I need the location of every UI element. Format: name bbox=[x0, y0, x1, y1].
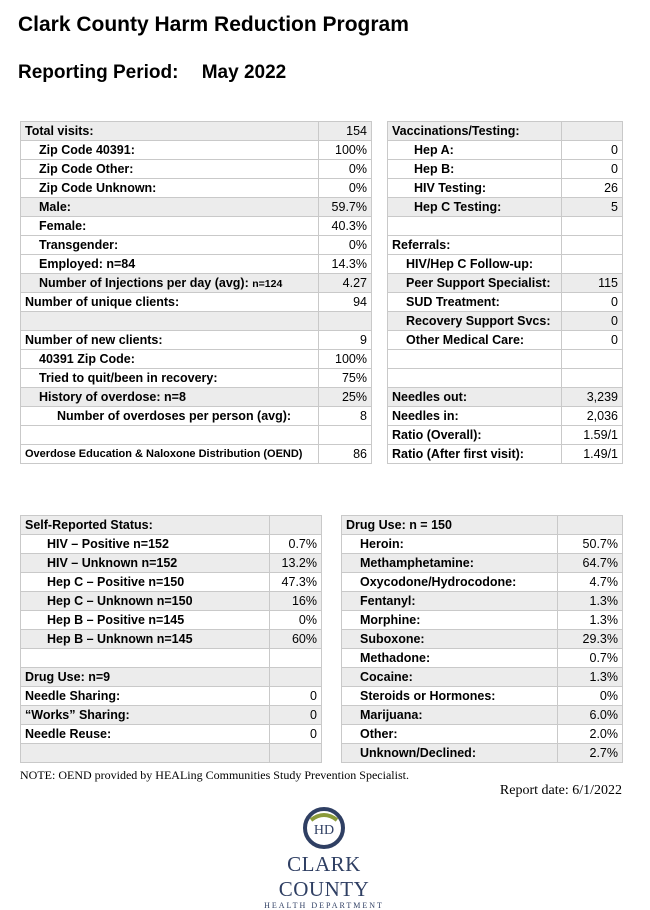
row-value: 8 bbox=[319, 407, 372, 426]
row-value-right: 2.0% bbox=[558, 725, 623, 744]
row-label-text: Hep C – Positive n=150 bbox=[47, 575, 185, 589]
table-row bbox=[21, 687, 623, 706]
row-label-text: Number of unique clients: bbox=[25, 295, 180, 309]
row-value-right: 6.0% bbox=[558, 706, 623, 725]
row-label bbox=[21, 649, 270, 668]
row-value: 59.7% bbox=[319, 198, 372, 217]
column-gap bbox=[372, 350, 388, 369]
row-label bbox=[21, 535, 270, 554]
row-label bbox=[21, 122, 319, 141]
table-row bbox=[21, 198, 623, 217]
column-gap bbox=[322, 725, 342, 744]
row-label bbox=[21, 160, 319, 179]
row-label bbox=[21, 331, 319, 350]
row-value-right bbox=[562, 255, 623, 274]
column-gap bbox=[372, 198, 388, 217]
row-value bbox=[270, 649, 322, 668]
row-value-right: 5 bbox=[562, 198, 623, 217]
row-value bbox=[319, 312, 372, 331]
row-label bbox=[21, 630, 270, 649]
row-label-right: Peer Support Specialist: bbox=[388, 274, 562, 293]
column-gap bbox=[322, 611, 342, 630]
row-label-right: Heroin: bbox=[342, 535, 558, 554]
row-value: 0% bbox=[319, 160, 372, 179]
row-value-right: 1.3% bbox=[558, 668, 623, 687]
row-label bbox=[21, 744, 270, 763]
row-value-right bbox=[562, 236, 623, 255]
row-label bbox=[21, 369, 319, 388]
row-value-right: 1.49/1 bbox=[562, 445, 623, 464]
row-label-text: Hep B – Positive n=145 bbox=[47, 613, 185, 627]
column-gap bbox=[322, 649, 342, 668]
column-gap bbox=[322, 744, 342, 763]
table-row bbox=[21, 331, 623, 350]
row-label-text: Zip Code Unknown: bbox=[39, 181, 157, 195]
row-label-right: SUD Treatment: bbox=[388, 293, 562, 312]
table-row bbox=[21, 649, 623, 668]
row-label-text: History of overdose: n=8 bbox=[39, 390, 186, 404]
row-value bbox=[319, 426, 372, 445]
row-label-sample: n=124 bbox=[252, 278, 283, 290]
row-label bbox=[21, 350, 319, 369]
row-label bbox=[21, 592, 270, 611]
column-gap bbox=[322, 706, 342, 725]
row-label bbox=[21, 198, 319, 217]
row-value: 60% bbox=[270, 630, 322, 649]
table-row bbox=[21, 592, 623, 611]
row-label-text: Hep C – Unknown n=150 bbox=[47, 594, 193, 608]
row-value: 47.3% bbox=[270, 573, 322, 592]
row-value: 100% bbox=[319, 141, 372, 160]
row-label bbox=[21, 516, 270, 535]
table-row bbox=[21, 744, 623, 763]
row-label bbox=[21, 445, 319, 464]
row-value-right: 29.3% bbox=[558, 630, 623, 649]
row-value-right: 0 bbox=[562, 293, 623, 312]
row-label-right bbox=[388, 350, 562, 369]
row-label-text: Number of Injections per day (avg): bbox=[39, 276, 249, 290]
row-value-right bbox=[562, 369, 623, 388]
row-label-text: Drug Use: n=9 bbox=[25, 670, 111, 684]
row-value-right: 1.3% bbox=[558, 592, 623, 611]
table-row bbox=[21, 141, 623, 160]
table-row bbox=[21, 725, 623, 744]
table-row bbox=[21, 668, 623, 687]
row-value bbox=[270, 668, 322, 687]
row-value-right: 0 bbox=[562, 160, 623, 179]
row-value-right: 0 bbox=[562, 141, 623, 160]
period-value: May 2022 bbox=[201, 62, 287, 83]
row-label-right: Ratio (Overall): bbox=[388, 426, 562, 445]
column-gap bbox=[372, 179, 388, 198]
table-row bbox=[21, 426, 623, 445]
row-label bbox=[21, 141, 319, 160]
column-gap bbox=[372, 122, 388, 141]
row-label bbox=[21, 312, 319, 331]
row-label-text: “Works” Sharing: bbox=[25, 708, 130, 722]
row-label-right: Needles out: bbox=[388, 388, 562, 407]
row-value-right: 2,036 bbox=[562, 407, 623, 426]
row-label-text: Zip Code 40391: bbox=[39, 143, 135, 157]
table-row bbox=[21, 706, 623, 725]
row-label-text: Needle Sharing: bbox=[25, 689, 121, 703]
column-gap bbox=[322, 535, 342, 554]
column-gap bbox=[322, 668, 342, 687]
row-label bbox=[21, 388, 319, 407]
row-label-right: Referrals: bbox=[388, 236, 562, 255]
period-label: Reporting Period: bbox=[18, 62, 179, 83]
row-label bbox=[21, 293, 319, 312]
row-label bbox=[21, 573, 270, 592]
row-value-right: 3,239 bbox=[562, 388, 623, 407]
column-gap bbox=[372, 445, 388, 464]
row-value: 9 bbox=[319, 331, 372, 350]
row-label-right: Other: bbox=[342, 725, 558, 744]
row-value: 75% bbox=[319, 369, 372, 388]
row-label bbox=[21, 217, 319, 236]
row-value-right bbox=[562, 122, 623, 141]
row-label-text: Total visits: bbox=[25, 124, 94, 138]
column-gap bbox=[372, 407, 388, 426]
row-label-text: Employed: n=84 bbox=[39, 257, 136, 271]
row-label bbox=[21, 706, 270, 725]
row-value bbox=[270, 516, 322, 535]
row-label bbox=[21, 426, 319, 445]
row-label-right: Fentanyl: bbox=[342, 592, 558, 611]
footnote: NOTE: OEND provided by HEALing Communities Study Prevention Specialist. bbox=[20, 768, 409, 782]
visits-table bbox=[20, 121, 623, 464]
row-value: 0% bbox=[270, 611, 322, 630]
table-row bbox=[21, 160, 623, 179]
row-label-right: Marijuana: bbox=[342, 706, 558, 725]
row-label-right: HIV/Hep C Follow-up: bbox=[388, 255, 562, 274]
column-gap bbox=[372, 141, 388, 160]
row-value: 86 bbox=[319, 445, 372, 464]
logo-name: CLARK COUNTY bbox=[278, 852, 370, 901]
column-gap bbox=[372, 426, 388, 445]
row-label-right: Needles in: bbox=[388, 407, 562, 426]
row-label-text: Female: bbox=[39, 219, 87, 233]
row-label-right bbox=[388, 217, 562, 236]
row-label-right: Other Medical Care: bbox=[388, 331, 562, 350]
row-value-right: 0 bbox=[562, 312, 623, 331]
row-value: 14.3% bbox=[319, 255, 372, 274]
table-row bbox=[21, 516, 623, 535]
column-gap bbox=[322, 554, 342, 573]
row-value-right: 64.7% bbox=[558, 554, 623, 573]
row-label-right: Unknown/Declined: bbox=[342, 744, 558, 763]
row-label bbox=[21, 725, 270, 744]
column-gap bbox=[372, 236, 388, 255]
row-value: 16% bbox=[270, 592, 322, 611]
row-value: 94 bbox=[319, 293, 372, 312]
column-gap bbox=[372, 274, 388, 293]
row-value-right: 26 bbox=[562, 179, 623, 198]
column-gap bbox=[372, 160, 388, 179]
table-row bbox=[21, 255, 623, 274]
row-label-text: Transgender: bbox=[39, 238, 119, 252]
row-label-text: Overdose Education & Naloxone Distribution (OEND) bbox=[25, 448, 303, 460]
row-label bbox=[21, 179, 319, 198]
column-gap bbox=[372, 331, 388, 350]
row-label bbox=[21, 255, 319, 274]
row-label-right: Drug Use: n = 150 bbox=[342, 516, 558, 535]
row-label bbox=[21, 668, 270, 687]
row-value-right: 0 bbox=[562, 331, 623, 350]
table-row bbox=[21, 274, 623, 293]
row-label-right: Hep B: bbox=[388, 160, 562, 179]
row-label-text: HIV – Positive n=152 bbox=[47, 537, 169, 551]
table-row bbox=[21, 388, 623, 407]
row-label-right: Morphine: bbox=[342, 611, 558, 630]
row-value-right: 2.7% bbox=[558, 744, 623, 763]
table-row bbox=[21, 293, 623, 312]
row-label-right: Ratio (After first visit): bbox=[388, 445, 562, 464]
report-date: Report date: 6/1/2022 bbox=[499, 783, 622, 798]
row-label-text: Needle Reuse: bbox=[25, 727, 112, 741]
table-row bbox=[21, 445, 623, 464]
table-row bbox=[21, 554, 623, 573]
column-gap bbox=[322, 630, 342, 649]
table-row bbox=[21, 369, 623, 388]
logo-subtitle: HEALTH DEPARTMENT bbox=[264, 901, 384, 910]
row-value: 40.3% bbox=[319, 217, 372, 236]
table-row bbox=[21, 350, 623, 369]
row-label-text: HIV – Unknown n=152 bbox=[47, 556, 178, 570]
row-value: 100% bbox=[319, 350, 372, 369]
row-label-text: Number of new clients: bbox=[25, 333, 163, 347]
report-title: Clark County Harm Reduction Program bbox=[18, 13, 409, 36]
row-label-right: Methadone: bbox=[342, 649, 558, 668]
row-value-right bbox=[562, 350, 623, 369]
row-label bbox=[21, 236, 319, 255]
row-label-right: Oxycodone/Hydrocodone: bbox=[342, 573, 558, 592]
row-value-right: 0% bbox=[558, 687, 623, 706]
row-label bbox=[21, 407, 319, 426]
status-drug-table bbox=[20, 515, 623, 763]
row-value: 25% bbox=[319, 388, 372, 407]
row-label-right: Cocaine: bbox=[342, 668, 558, 687]
row-value: 0.7% bbox=[270, 535, 322, 554]
column-gap bbox=[372, 255, 388, 274]
row-value-right: 4.7% bbox=[558, 573, 623, 592]
table-row bbox=[21, 535, 623, 554]
row-label-right: Vaccinations/Testing: bbox=[388, 122, 562, 141]
health-department-logo bbox=[244, 806, 404, 910]
table-row bbox=[21, 407, 623, 426]
row-value-right: 1.59/1 bbox=[562, 426, 623, 445]
table-row bbox=[21, 236, 623, 255]
row-value bbox=[270, 744, 322, 763]
row-value: 0 bbox=[270, 725, 322, 744]
row-label-text: 40391 Zip Code: bbox=[39, 352, 135, 366]
column-gap bbox=[322, 687, 342, 706]
logo-emblem-icon bbox=[302, 806, 346, 850]
column-gap bbox=[322, 516, 342, 535]
column-gap bbox=[372, 369, 388, 388]
row-value: 0 bbox=[270, 706, 322, 725]
row-label-right: Methamphetamine: bbox=[342, 554, 558, 573]
row-label-text: Zip Code Other: bbox=[39, 162, 134, 176]
row-label-right: HIV Testing: bbox=[388, 179, 562, 198]
logo-mark-text: HD bbox=[313, 823, 335, 838]
row-value-right bbox=[562, 217, 623, 236]
row-value: 0% bbox=[319, 236, 372, 255]
table-row bbox=[21, 122, 623, 141]
row-value-right: 0.7% bbox=[558, 649, 623, 668]
column-gap bbox=[372, 217, 388, 236]
column-gap bbox=[372, 293, 388, 312]
row-label-text: Self-Reported Status: bbox=[25, 518, 153, 532]
row-value: 13.2% bbox=[270, 554, 322, 573]
row-label bbox=[21, 611, 270, 630]
table-row bbox=[21, 630, 623, 649]
row-label-text: Hep B – Unknown n=145 bbox=[47, 632, 193, 646]
table-row bbox=[21, 312, 623, 331]
row-label bbox=[21, 274, 319, 293]
row-label-right: Suboxone: bbox=[342, 630, 558, 649]
row-value-right bbox=[558, 516, 623, 535]
row-label bbox=[21, 554, 270, 573]
row-value-right: 50.7% bbox=[558, 535, 623, 554]
row-value: 0 bbox=[270, 687, 322, 706]
row-value: 4.27 bbox=[319, 274, 372, 293]
reporting-period bbox=[18, 62, 286, 84]
column-gap bbox=[372, 312, 388, 331]
row-label bbox=[21, 687, 270, 706]
row-label-text: Male: bbox=[39, 200, 71, 214]
table-row bbox=[21, 573, 623, 592]
row-value: 154 bbox=[319, 122, 372, 141]
row-label-right: Recovery Support Svcs: bbox=[388, 312, 562, 331]
table-row bbox=[21, 611, 623, 630]
row-label-right: Hep A: bbox=[388, 141, 562, 160]
table-row bbox=[21, 179, 623, 198]
column-gap bbox=[322, 573, 342, 592]
row-value: 0% bbox=[319, 179, 372, 198]
table-row bbox=[21, 217, 623, 236]
column-gap bbox=[322, 592, 342, 611]
row-label-right bbox=[388, 369, 562, 388]
row-value-right: 1.3% bbox=[558, 611, 623, 630]
row-label-right: Steroids or Hormones: bbox=[342, 687, 558, 706]
row-label-text: Tried to quit/been in recovery: bbox=[39, 371, 218, 385]
row-label-right: Hep C Testing: bbox=[388, 198, 562, 217]
row-label-text: Number of overdoses per person (avg): bbox=[57, 409, 292, 423]
column-gap bbox=[372, 388, 388, 407]
row-value-right: 115 bbox=[562, 274, 623, 293]
